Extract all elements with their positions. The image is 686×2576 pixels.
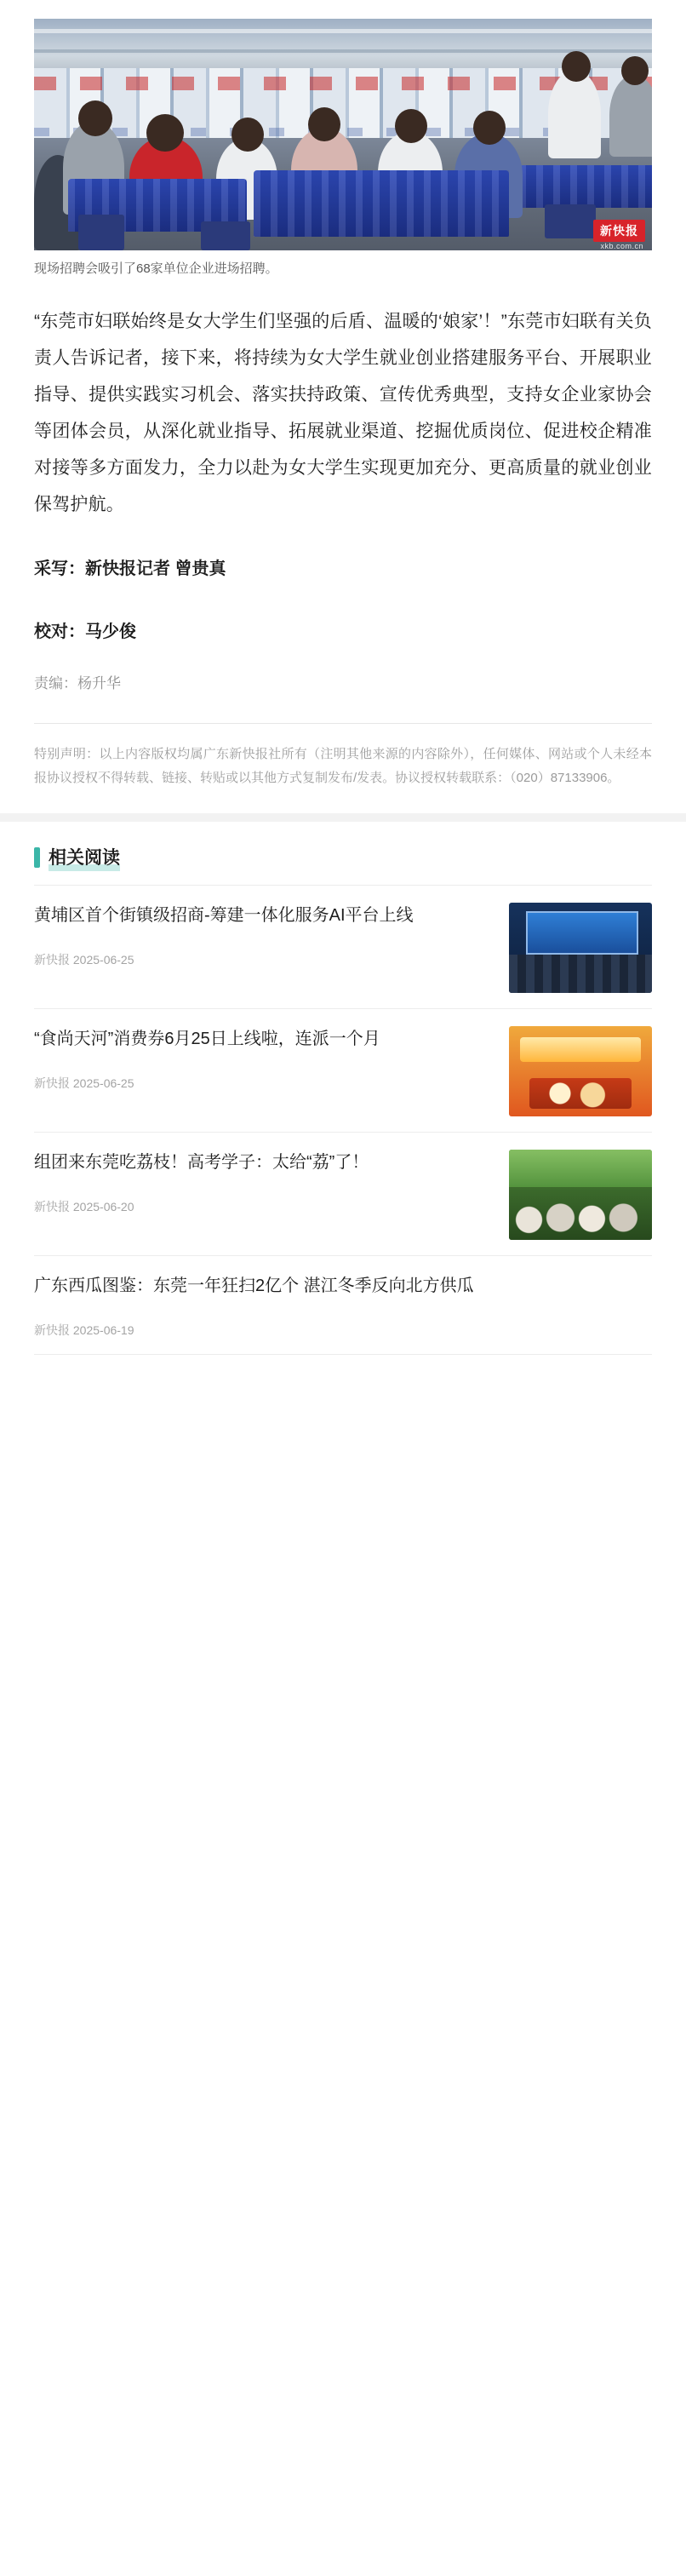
related-item-source: 新快报 <box>34 952 73 967</box>
related-item-date: 2025-06-19 <box>72 1322 134 1337</box>
watermark-url: xkb.com.cn <box>600 242 643 250</box>
figure-caption: 现场招聘会吸引了68家单位企业进场招聘。 <box>34 261 278 276</box>
person-standing <box>609 75 652 157</box>
chair <box>545 204 596 238</box>
related-item-meta <box>34 1075 494 1092</box>
related-item[interactable] <box>34 1008 652 1132</box>
person-head <box>78 100 112 136</box>
person-head <box>473 111 506 145</box>
related-item-meta <box>34 951 494 968</box>
related-item-title[interactable]: 广东西瓜图鉴：东莞一年狂扫2亿个 湛江冬季反向北方供瓜 <box>34 1276 474 1295</box>
person-head <box>562 51 591 82</box>
person-head <box>146 114 184 152</box>
person-head <box>308 107 340 141</box>
related-item-source: 新快报 <box>34 1322 73 1337</box>
person-standing <box>548 70 601 158</box>
chair <box>201 221 250 250</box>
person-head <box>621 56 649 85</box>
related-item-source: 新快报 <box>34 1199 73 1213</box>
related-section-title: 相关阅读 <box>49 844 120 871</box>
chair <box>78 215 124 250</box>
related-item-thumbnail[interactable] <box>509 903 652 993</box>
article-byline: 采写：新快报记者 曾贵真 <box>34 559 226 579</box>
article-figure <box>0 0 686 279</box>
related-item-thumbnail[interactable] <box>509 1150 652 1240</box>
person-head <box>232 118 264 152</box>
article-editor: 责编：杨升华 <box>34 675 121 692</box>
article-proofreader: 校对：马少俊 <box>34 622 136 642</box>
related-item-meta <box>34 1322 652 1339</box>
person-head <box>395 109 427 143</box>
related-item-thumbnail[interactable] <box>509 1026 652 1116</box>
article-content <box>0 303 686 791</box>
recruiting-table <box>254 170 509 237</box>
related-item[interactable] <box>34 1255 652 1354</box>
related-item[interactable] <box>34 885 652 1008</box>
copyright-disclaimer: 特别声明：以上内容版权均属广东新快报社所有（注明其他来源的内容除外），任何媒体、网站或个人未经本报协议授权不得转载、链接、转贴或以其他方式复制发布/发表。协议授权转载联系：（020）87133906。 <box>34 723 652 791</box>
related-item-title[interactable]: “食尚天河”消费券6月25日上线啦，连派一个月 <box>34 1029 380 1048</box>
related-header <box>34 844 652 885</box>
article-paragraph: “东莞市妇联始终是女大学生们坚强的后盾、温暖的‘娘家’！”东莞市妇联有关负责人告诉记者，接下来，将持续为女大学生就业创业搭建服务平台、开展职业指导、提供实践实习机会、落实扶持政策、宣传优秀典型，支持女企业家协会等团体会员，从深化就业指导、拓展就业渠道、挖掘优质岗位、促进校企精准对接等多方面发力，全力以赴为女大学生实现更加充分、更高质量的就业创业保驾护航。 <box>34 312 652 515</box>
related-item[interactable] <box>34 1132 652 1255</box>
job-fair-photo <box>34 19 652 250</box>
related-item-date: 2025-06-20 <box>72 1199 134 1213</box>
hall-ceiling <box>34 19 652 72</box>
related-reading-section <box>0 813 686 1355</box>
list-end-divider <box>34 1354 652 1355</box>
related-item-date: 2025-06-25 <box>72 1076 134 1090</box>
related-item-date: 2025-06-25 <box>72 952 134 967</box>
recruiting-table <box>519 165 652 208</box>
related-item-source: 新快报 <box>34 1076 73 1090</box>
related-item-title[interactable]: 组团来东莞吃荔枝！高考学子：太给“荔”了！ <box>34 1152 369 1172</box>
related-item-title[interactable]: 黄埔区首个街镇级招商-筹建一体化服务AI平台上线 <box>34 905 414 925</box>
watermark-logo: 新快报 <box>593 220 645 242</box>
related-item-meta <box>34 1198 494 1215</box>
accent-bar-icon <box>34 847 40 868</box>
